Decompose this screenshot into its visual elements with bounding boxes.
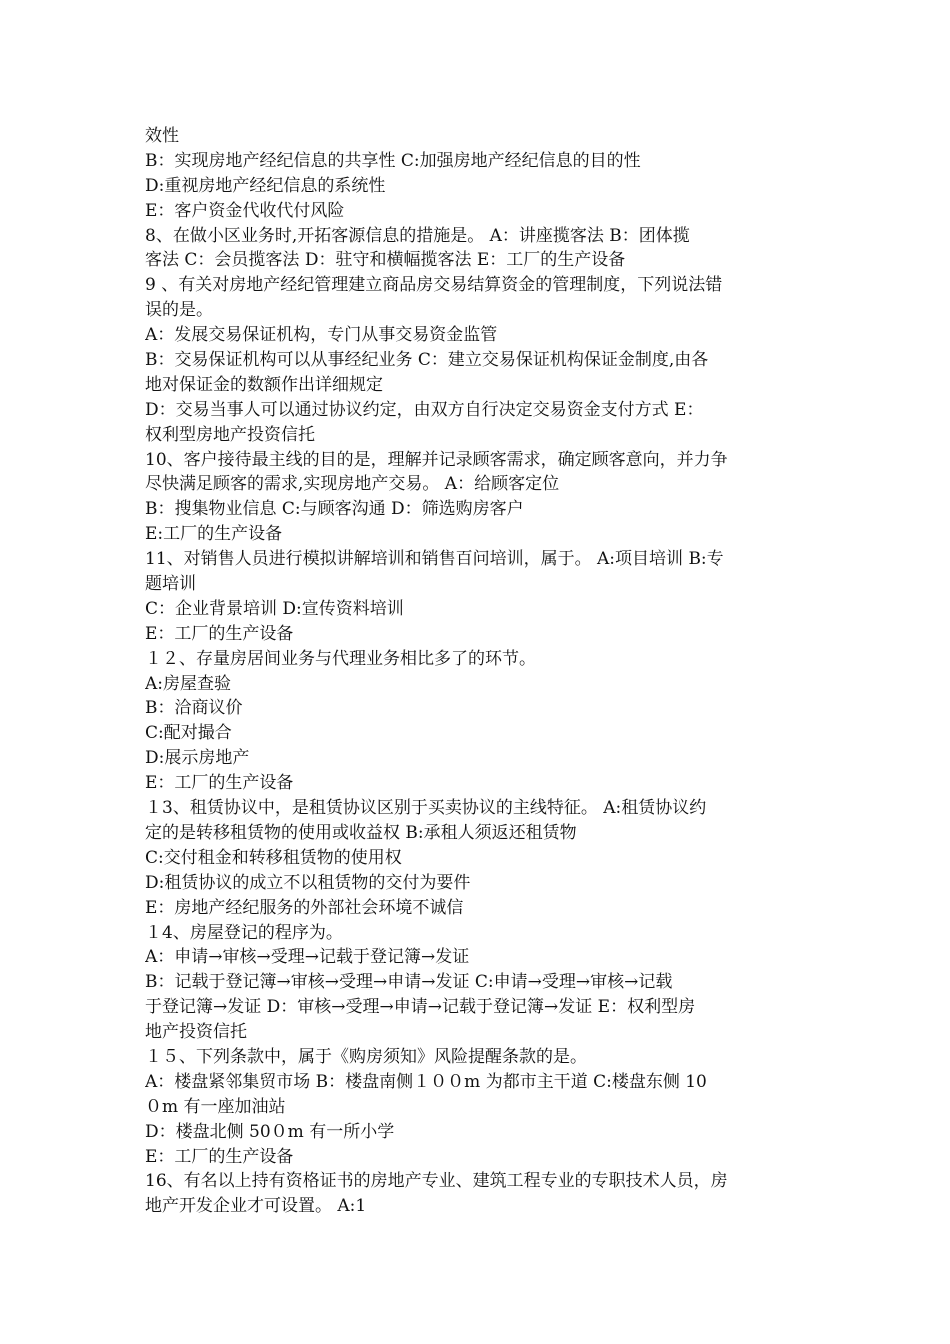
text-line: C:配对撮合 — [145, 723, 232, 744]
text-line: C:交付租金和转移租赁物的使用权 — [145, 847, 402, 868]
text-line: D：楼盘北侧 50０m 有一所小学 — [145, 1121, 395, 1142]
text-line: D:租赁协议的成立不以租赁物的交付为要件 — [145, 872, 471, 893]
text-line: １3、租赁协议中，是租赁协议区别于买卖协议的主线特征。 A:租赁协议约 — [145, 798, 707, 819]
text-line: 地产投资信托 — [145, 1022, 247, 1043]
text-line: B：洽商议价 — [145, 698, 243, 719]
text-line: 效性 — [145, 126, 179, 146]
text-line: 地产开发企业才可设置。 A:1 — [145, 1196, 367, 1217]
text-line: A：楼盘紧邻集贸市场 B：楼盘南侧１００m 为都市主干道 C:楼盘东侧 10 — [145, 1071, 707, 1092]
text-line: A：申请→审核→受理→记载于登记簿→发证 — [145, 947, 470, 968]
text-line: ０m 有一座加油站 — [145, 1096, 286, 1117]
text-line: 误的是。 — [145, 300, 213, 321]
text-line: E：客户资金代收代付风险 — [145, 200, 345, 221]
text-line: 8、在做小区业务时,开拓客源信息的措施是。 A：讲座揽客法 B：团体揽 — [145, 225, 690, 246]
text-line: A：发展交易保证机构，专门从事交易资金监管 — [145, 325, 498, 346]
text-line: 权利型房地产投资信托 — [145, 424, 315, 445]
text-line: 题培训 — [145, 574, 196, 595]
text-line: D：交易当事人可以通过协议约定，由双方自行决定交易资金支付方式 E： — [145, 399, 704, 420]
text-line: A:房屋查验 — [145, 673, 232, 694]
text-line: 客法 C：会员揽客法 D：驻守和横幅揽客法 E：工厂的生产设备 — [145, 250, 626, 271]
text-line: 尽快满足顾客的需求,实现房地产交易。 A：给顾客定位 — [145, 474, 560, 495]
text-line: 11、对销售人员进行模拟讲解培训和销售百问培训，属于。 A:项目培训 B:专 — [145, 549, 724, 570]
text-line: E：房地产经纪服务的外部社会环境不诚信 — [145, 897, 464, 918]
text-line: 于登记簿→发证 D：审核→受理→申请→记载于登记簿→发证 E：权利型房 — [145, 997, 696, 1018]
text-line: E:工厂的生产设备 — [145, 524, 283, 545]
text-line: E：工厂的生产设备 — [145, 773, 294, 794]
text-line: １２、存量房居间业务与代理业务相比多了的环节。 — [145, 648, 536, 669]
text-line: D:展示房地产 — [145, 748, 250, 769]
text-line: E：工厂的生产设备 — [145, 1146, 294, 1167]
text-line: E：工厂的生产设备 — [145, 623, 294, 644]
text-line: １５、下列条款中，属于《购房须知》风险提醒条款的是。 — [145, 1046, 587, 1067]
text-line: B：交易保证机构可以从事经纪业务 C：建立交易保证机构保证金制度,由各 — [145, 350, 709, 371]
document-body — [145, 124, 813, 1219]
text-line: B：搜集物业信息 C:与顾客沟通 D：筛选购房客户 — [145, 499, 524, 520]
text-line: １4、房屋登记的程序为。 — [145, 922, 343, 943]
text-line: D:重视房地产经纪信息的系统性 — [145, 175, 386, 196]
text-line: 10、客户接待最主线的目的是，理解并记录顾客需求，确定顾客意向，并力争 — [145, 449, 728, 470]
text-line: B：记载于登记簿→审核→受理→申请→发证 C:申请→受理→审核→记载 — [145, 972, 673, 993]
text-line: B：实现房地产经纪信息的共享性 C:加强房地产经纪信息的目的性 — [145, 150, 641, 171]
text-line: 定的是转移租赁物的使用或收益权 B:承租人须返还租赁物 — [145, 822, 577, 843]
text-line: C：企业背景培训 D:宣传资料培训 — [145, 598, 404, 619]
text-line: 地对保证金的数额作出详细规定 — [145, 374, 383, 395]
text-line: 16、有名以上持有资格证书的房地产专业、建筑工程专业的专职技术人员，房 — [145, 1171, 728, 1192]
text-line: 9 、有关对房地产经纪管理建立商品房交易结算资金的管理制度，下列说法错 — [145, 275, 723, 296]
